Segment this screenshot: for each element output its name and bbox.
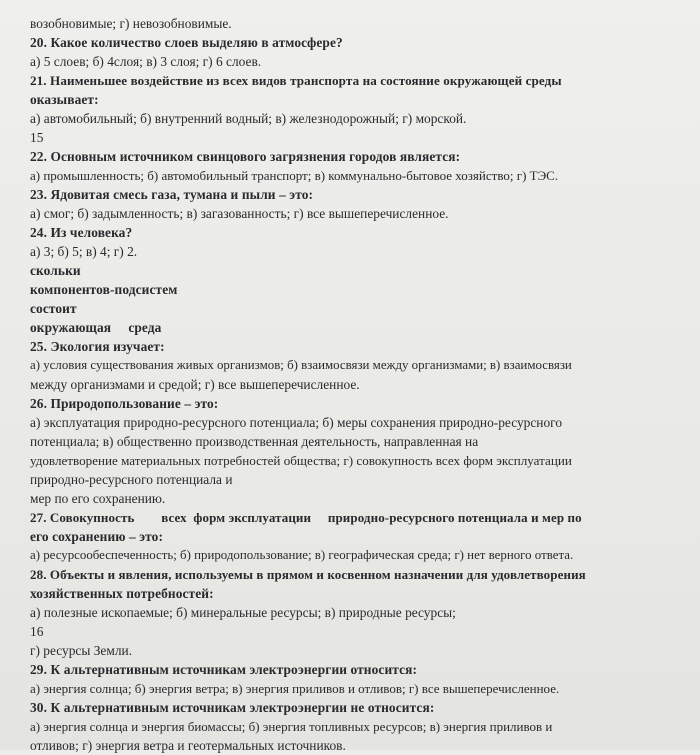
page-number: 16 [30,624,44,639]
answer-options: а) 3; б) 5; в) 4; г) 2. [30,244,138,259]
text-line: возобновимые; г) невозобновимые. [30,16,232,31]
question-fragment: скольки [30,263,81,278]
answer-options: а) 5 слоев; б) 4слоя; в) 3 слоя; г) 6 слоев. [30,54,262,69]
question-heading: 21. Наименьшее воздействие из всех видов транспорта на состояние окружающей среды [30,73,562,88]
question-heading: 26. Природопользование – это: [30,396,219,411]
answer-options: природно-ресурсного потенциала и [30,472,233,487]
answer-options: г) ресурсы Земли. [30,643,133,658]
answer-options: а) эксплуатация природно-ресурсного потенциала; б) меры сохранения природно-ресурсного [30,415,563,430]
question-heading: 27. Совокупность всех форм эксплуатации природно-ресурсного потенциала и мер по [30,510,582,525]
answer-options: удовлетворение материальных потребностей общества; г) совокупность всех форм эксплуатации [30,453,572,468]
question-heading: 30. К альтернативным источникам электроэнергии не относится: [30,700,435,715]
question-heading: 23. Ядовитая смесь газа, тумана и пыли – это: [30,187,314,202]
answer-options: а) промышленность; б) автомобильный транспорт; в) коммунально-бытовое хозяйство; г) ТЭС. [30,168,559,183]
question-fragment: окружающая среда [30,320,162,335]
answer-options: отливов; г) энергия ветра и геотермальных источников. [30,738,346,753]
question-fragment: компонентов-подсистем [30,282,178,297]
document-text [30,14,686,755]
question-heading: 29. К альтернативным источникам электроэнергии относится: [30,662,418,677]
question-heading: его сохранению – это: [30,529,164,544]
question-heading: 22. Основным источником свинцового загрязнения городов является: [30,149,461,164]
question-heading: оказывает: [30,92,99,107]
answer-options: а) полезные ископаемые; б) минеральные ресурсы; в) природные ресурсы; [30,605,456,620]
answer-options: а) энергия солнца и энергия биомассы; б) энергия топливных ресурсов; в) энергия приливов и [30,719,553,734]
answer-options: а) энергия солнца; б) энергия ветра; в) энергия приливов и отливов; г) все вышеперечисленное. [30,681,560,696]
question-fragment: состоит [30,301,77,316]
question-heading: 25. Экология изучает: [30,339,165,354]
question-heading: 28. Объекты и явления, используемы в прямом и косвенном назначении для удовлетворения [30,567,586,582]
question-heading: 24. Из человека? [30,225,133,240]
answer-options: а) условия существования живых организмов; б) взаимосвязи между организмами; в) взаимосвязи [30,358,572,372]
answer-options: мер по его сохранению. [30,491,166,506]
answer-options: а) смог; б) задымленность; в) загазованность; г) все вышеперечисленное. [30,206,449,221]
question-heading: хозяйственных потребностей: [30,586,214,601]
page-number: 15 [30,130,44,145]
answer-options: между организмами и средой; г) все вышеперечисленное. [30,377,360,392]
answer-options: а) ресурсообеспеченность; б) природопользование; в) географическая среда; г) нет верного ответа. [30,548,574,562]
answer-options: потенциала; в) общественно производственная деятельность, направленная на [30,434,479,449]
answer-options: а) автомобильный; б) внутренний водный; в) железнодорожный; г) морской. [30,111,467,126]
question-heading: 20. Какое количество слоев выделяю в атмосфере? [30,35,343,50]
